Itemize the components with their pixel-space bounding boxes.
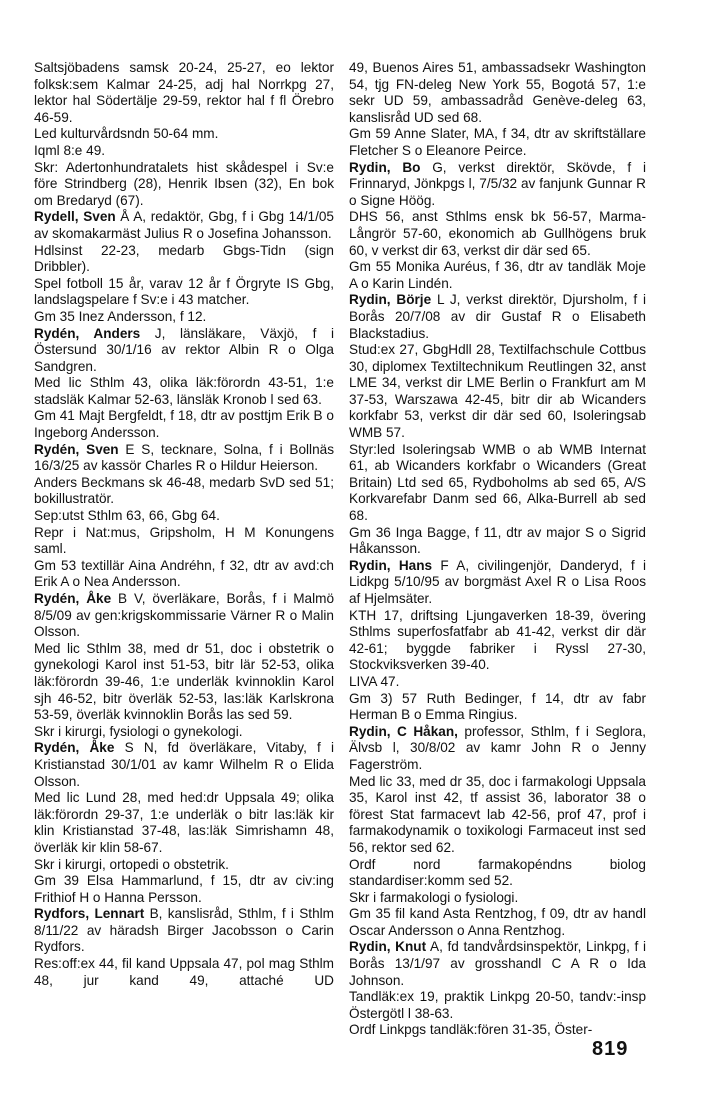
entry-heading bbox=[349, 160, 646, 210]
entry-heading bbox=[349, 939, 646, 989]
paragraph: Gm 41 Majt Bergfeldt, f 18, dtr av posttjm Erik B o Ingeborg Andersson. bbox=[34, 408, 334, 441]
entry-name: Rydén, Sven bbox=[34, 441, 119, 457]
paragraph: Gm 55 Monika Auréus, f 36, dtr av tandläk Moje A o Karin Lindén. bbox=[349, 259, 646, 291]
entry-rest: G, verkst direktör, Skövde, f i Frinnaryd, Jönkpgs l, 7/5/32 av fanjunk Gunnar R o Signe Höög. bbox=[349, 159, 647, 208]
entry-name: Rydin, Börje bbox=[349, 292, 432, 308]
paragraph: Saltsjöbadens samsk 20-24, 25-27, eo lektor folksk:sem Kalmar 24-25, adj hal Norrkpg 27, lektor hal Södertälje 29-59, rektor hal f fl Örebro 46-59. bbox=[34, 60, 334, 125]
paragraph: Styr:led Isoleringsab WMB o ab WMB Internat 61, ab Wicanders korkfabr o Wicanders (Great Britain) Ltd sed 65, Rydboholms ab sed 65, A/S Korkvarefabr Danm sed 66, Alka-Burrell ab sed 68. bbox=[349, 441, 646, 524]
entry-heading bbox=[34, 209, 334, 242]
paragraph: Hdlsinst 22-23, medarb Gbgs-Tidn (sign Dribbler). bbox=[34, 242, 334, 275]
entry-name: Rydén, Åke bbox=[34, 740, 115, 756]
paragraph: Res:off:ex 44, fil kand Uppsala 47, pol mag Sthlm 48, jur kand 49, attaché UD bbox=[34, 956, 334, 988]
paragraph: Gm 53 textillär Aina Andréhn, f 32, dtr av avd:ch Erik A o Nea Andersson. bbox=[34, 557, 334, 590]
entry-heading bbox=[34, 326, 334, 376]
paragraph: Tandläk:ex 19, praktik Linkpg 20-50, tandv:-insp Östergötl l 38-63. bbox=[349, 989, 646, 1021]
entry-name: Rydin, C Håkan, bbox=[349, 723, 458, 739]
entry-heading bbox=[34, 442, 334, 475]
entry-rest: J, länsläkare, Växjö, f i Östersund 30/1/16 av rektor Albin R o Olga Sandgren. bbox=[34, 325, 334, 374]
paragraph: Repr i Nat:mus, Gripsholm, H M Konungens saml. bbox=[34, 524, 334, 557]
entry-name: Rydén, Åke bbox=[34, 591, 112, 606]
entry-name: Rydén, Anders bbox=[34, 325, 141, 341]
entry-heading bbox=[34, 906, 334, 956]
paragraph: Iqml 8:e 49. bbox=[34, 142, 106, 158]
paragraph: KTH 17, driftsing Ljungaverken 18-39, övering Sthlms superfosfatfabr ab 41-42, verkst dir där 42-61; byggde fabriker i Ryssl 27-30, Stockviksverken 39-40. bbox=[349, 607, 646, 673]
paragraph: Ordf Linkpgs tandläk:fören 31-35, Öster- bbox=[349, 1022, 593, 1038]
entry-rest: professor, Sthlm, f i Seglora, Älvsb l, 30/8/02 av kamr John R o Jenny Fagerström. bbox=[349, 723, 646, 772]
entry-heading bbox=[34, 591, 334, 641]
entry-name: Rydin, Knut bbox=[349, 939, 427, 955]
entry-rest: A, fd tandvårdsinspektör, Linkpg, f i Borås 13/1/97 av grosshandl C A R o Ida Johnson. bbox=[349, 939, 646, 988]
entry-heading bbox=[349, 558, 646, 608]
paragraph: Skr i farmakologi o fysiologi. bbox=[349, 889, 519, 905]
paragraph: Gm 36 Inga Bagge, f 11, dtr av major S o Sigrid Håkansson. bbox=[349, 524, 646, 557]
entry-rest: L J, verkst direktör, Djursholm, f i Borås 20/7/08 av dir Gustaf R o Elisabeth Blackstadius. bbox=[349, 292, 646, 341]
paragraph: Gm 59 Anne Slater, MA, f 34, dtr av skriftställare Fletcher S o Eleanore Peirce. bbox=[349, 126, 646, 158]
paragraph: Stud:ex 27, GbgHdll 28, Textilfachschule Cottbus 30, diplomex Textiltechnikum Reutlingen 32, anst LME 34, verkst dir LME Berlin o Frankfurt am M 37-53, Warszawa 42-45, bitr dir ab Wicanders korkfabr 53, verkst dir där sed 60, Isoleringsab WMB 57. bbox=[349, 342, 646, 441]
paragraph: Med lic Sthlm 43, olika läk:förordn 43-51, 1:e stadsläk Kalmar 52-63, länsläk Kronob l sed 63. bbox=[34, 375, 334, 407]
entry-rest: S N, fd överläkare, Vitaby, f i Kristianstad 30/1/01 av kamr Wilhelm R o Elida Olsson. bbox=[34, 740, 334, 789]
paragraph: Skr: Adertonhundratalets hist skådespel i Sv:e före Strindberg (28), Henrik Ibsen (32), En bok om Bredaryd (67). bbox=[34, 159, 334, 208]
entry-heading bbox=[349, 292, 646, 342]
paragraph: DHS 56, anst Sthlms ensk bk 56-57, Marma-Långrör 57-60, ekonomich ab Gullhögens bruk 60, v verkst dir 63, verkst dir där sed 65. bbox=[349, 209, 646, 258]
entry-rest: B V, överläkare, Borås, f i Malmö 8/5/09 av gen:krigskommissarie Värner R o Malin Olsson. bbox=[34, 591, 335, 640]
paragraph: Med lic Lund 28, med hed:dr Uppsala 49; olika läk:förordn 29-37, 1:e underläk o bitr las:läk kir klin Kristianstad 37-48, las:läk Simrishamn 48, överläk kir klin 58-67. bbox=[34, 790, 334, 855]
paragraph: Gm 39 Elsa Hammarlund, f 15, dtr av civ:ing Frithiof H o Hanna Persson. bbox=[34, 873, 334, 905]
paragraph: Anders Beckmans sk 46-48, medarb SvD sed 51; bokillustratör. bbox=[34, 474, 334, 507]
paragraph: Skr i kirurgi, fysiologi o gynekologi. bbox=[34, 723, 243, 739]
paragraph: Gm 35 Inez Andersson, f 12. bbox=[34, 308, 207, 324]
right-column bbox=[349, 60, 646, 1039]
page-number: 819 bbox=[592, 1038, 629, 1060]
entry-rest: E S, tecknare, Solna, f i Bollnäs 16/3/25 av kassör Charles R o Hildur Heierson. bbox=[34, 441, 334, 474]
paragraph: Gm 35 fil kand Asta Rentzhog, f 09, dtr av handl Oscar Andersson o Anna Rentzhog. bbox=[349, 906, 646, 938]
paragraph: 49, Buenos Aires 51, ambassadsekr Washington 54, tjg FN-deleg New York 55, Bogotá 57, 1:e sekr UD 59, ambassadråd Genève-deleg 63, kanslisråd UD sed 68. bbox=[349, 60, 646, 125]
entry-name: Rydfors, Lennart bbox=[34, 906, 145, 922]
entry-rest: F A, civilingenjör, Danderyd, f i Lidkpg 5/10/95 av borgmäst Axel R o Lisa Roos af Hjelmsäter. bbox=[349, 557, 646, 606]
entry-rest: B, kanslisråd, Sthlm, f i Sthlm 8/11/22 av häradsh Birger Jacobsson o Carin Rydfors. bbox=[34, 906, 334, 955]
paragraph: Spel fotboll 15 år, varav 12 år f Örgryte IS Gbg, landslagspelare f Sv:e i 43 matcher. bbox=[34, 275, 334, 308]
entry-heading bbox=[349, 724, 646, 774]
entry-rest: Å A, redaktör, Gbg, f i Gbg 14/1/05 av skomakarmäst Julius R o Josefina Johansson. bbox=[34, 209, 334, 241]
paragraph: Gm 3) 57 Ruth Bedinger, f 14, dtr av fabr Herman B o Emma Ringius. bbox=[349, 690, 646, 723]
paragraph: Sep:utst Sthlm 63, 66, Gbg 64. bbox=[34, 508, 220, 524]
entry-name: Rydell, Sven bbox=[34, 209, 116, 225]
entry-heading bbox=[34, 740, 334, 790]
paragraph: Led kulturvårdsndn 50-64 mm. bbox=[34, 126, 219, 142]
paragraph: Skr i kirurgi, ortopedi o obstetrik. bbox=[34, 856, 229, 872]
entry-name: Rydin, Bo bbox=[349, 159, 421, 175]
paragraph: LIVA 47. bbox=[349, 673, 400, 689]
paragraph: Med lic Sthlm 38, med dr 51, doc i obstetrik o gynekologi Karol inst 51-53, bitr lär 52-53, olika läk:förordn 39-46, 1:e underläk kvinnoklin Karol sjh 46-52, bitr överläk 52-53, las:läk Karlskrona 53-59, överläk kvinnoklin Borås las sed 59. bbox=[34, 640, 334, 723]
left-column bbox=[34, 60, 334, 989]
paragraph: Med lic 33, med dr 35, doc i farmakologi Uppsala 35, Karol inst 42, tf assist 36, laborator 38 o förest Stat farmacevt lab 42-56, prof 47, prof i farmakodynamik o toxikologi Farmaceut inst sed 56, rektor sed 62. bbox=[349, 773, 646, 855]
paragraph: Ordf nord farmakopéndns biolog standardiser:komm sed 52. bbox=[349, 856, 646, 889]
entry-name: Rydin, Hans bbox=[349, 557, 433, 573]
